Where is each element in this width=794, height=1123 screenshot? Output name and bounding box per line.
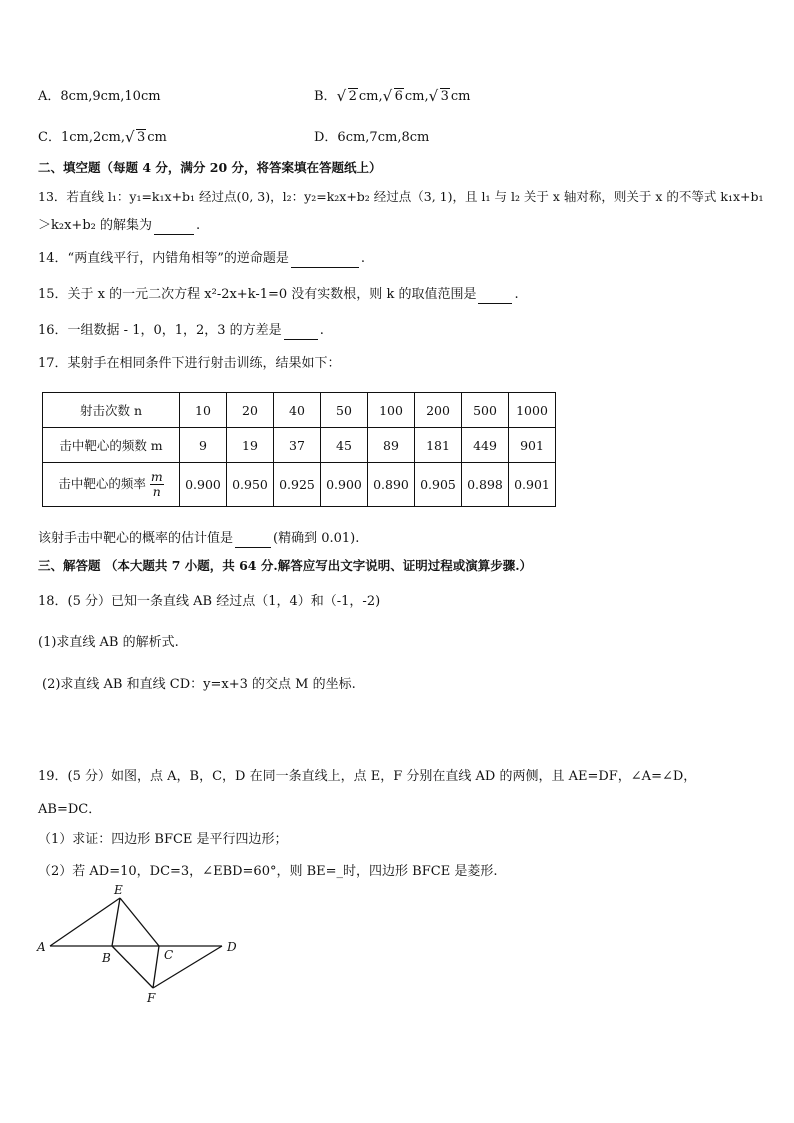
table-cell: 0.925: [274, 463, 321, 507]
q13-line1: 13．若直线 l₁：y₁=k₁x+b₁ 经过点(0, 3)，l₂：y₂=k₂x+b₂ 经过点（3, 1)，且 l₁ 与 l₂ 关于 x 轴对称，则关于 x 的不等式 k₁x+b₁: [38, 189, 764, 204]
table-cell: 37: [274, 428, 321, 463]
table-cell: 40: [274, 393, 321, 428]
q18-part1: (1)求直线 AB 的解析式.: [38, 635, 179, 650]
table-cell: 10: [180, 393, 227, 428]
answer-blank: [235, 533, 271, 548]
sqrt-3: √ 3: [428, 87, 449, 105]
sqrt-6: √ 6: [382, 87, 403, 105]
answer-blank: [154, 220, 194, 235]
q19-stem-line1: 19．(5 分）如图，点 A，B，C，D 在同一条直线上，点 E，F 分别在直线 AD 的两侧，且 AE=DF，∠A=∠D，: [38, 769, 697, 784]
table-cell: 0.905: [415, 463, 462, 507]
label-c: C: [164, 948, 174, 962]
segment-cf: [153, 946, 159, 988]
table-cell: 45: [321, 428, 368, 463]
q19-part2: （2）若 AD=10，DC=3，∠EBD=60°，则 BE=_时，四边形 BFCE 是菱形.: [38, 864, 498, 879]
row-label-hits: 击中靶心的频数 m: [43, 428, 180, 463]
table-cell: 0.898: [462, 463, 509, 507]
table-cell: 0.950: [227, 463, 274, 507]
table-cell: 0.901: [509, 463, 556, 507]
table-cell: 1000: [509, 393, 556, 428]
table-row: [43, 428, 556, 463]
table-cell: 449: [462, 428, 509, 463]
answer-blank: [291, 253, 359, 268]
label-a: A: [37, 940, 46, 954]
table-cell: 0.900: [180, 463, 227, 507]
table-cell: 19: [227, 428, 274, 463]
option-b: B． √ 2 cm, √ 6 cm, √ 3 cm: [314, 87, 471, 105]
table-cell: 500: [462, 393, 509, 428]
table-cell: 50: [321, 393, 368, 428]
answer-blank: [478, 289, 512, 304]
option-c: C．1cm,2cm, √ 3 cm: [38, 128, 167, 146]
section-2-heading: 二、填空题（每题 4 分，满分 20 分，将答案填在答题纸上）: [38, 160, 382, 175]
geometry-figure: [30, 885, 250, 1010]
table-cell: 89: [368, 428, 415, 463]
label-d: D: [227, 940, 237, 954]
q17-after: 该射手击中靶心的概率的估计值是 (精确到 0.01).: [38, 531, 360, 546]
table-cell: 20: [227, 393, 274, 428]
q19-stem-line2: AB=DC．: [38, 802, 102, 817]
q18-stem: 18．(5 分）已知一条直线 AB 经过点（1，4）和（-1，-2): [38, 594, 381, 609]
fraction-m-over-n: $\frac{m}{n}$: [150, 469, 163, 499]
segment-ec: [120, 898, 159, 946]
label-b: B: [102, 951, 111, 965]
sqrt-3-c: √ 3: [124, 128, 146, 146]
section-3-heading: 三、解答题 （本大题共 7 小题，共 64 分.解答应写出文字说明、证明过程或演算步骤.）: [38, 558, 533, 573]
table-cell: 901: [509, 428, 556, 463]
label-e: E: [114, 885, 123, 897]
q19-part1: （1）求证：四边形 BFCE 是平行四边形；: [38, 832, 288, 847]
segment-eb: [112, 898, 120, 946]
table-cell: 181: [415, 428, 462, 463]
q17-intro: 17．某射手在相同条件下进行射击训练，结果如下：: [38, 356, 341, 371]
q16: 16．一组数据 - 1，0，1，2，3 的方差是 .: [38, 323, 324, 338]
option-b-prefix: B．: [314, 89, 337, 104]
answer-blank: [284, 325, 318, 340]
q14: 14．“两直线平行，内错角相等”的逆命题是 .: [38, 251, 365, 266]
table-cell: 100: [368, 393, 415, 428]
table-cell: 0.890: [368, 463, 415, 507]
sqrt-2: √ 2: [336, 87, 357, 105]
table-cell: 0.900: [321, 463, 368, 507]
row-label-frequency: 击中靶心的频率 $\frac{m}{n}$: [43, 463, 180, 507]
option-d: D．6cm,7cm,8cm: [314, 130, 430, 145]
table-cell: 200: [415, 393, 462, 428]
q13-line2: ＞k₂x+b₂ 的解集为 .: [38, 218, 201, 233]
row-label-shots: 射击次数 n: [43, 393, 180, 428]
label-f: F: [147, 991, 156, 1005]
segment-bf: [112, 946, 153, 988]
segment-ae: [50, 898, 120, 946]
table-row: [43, 393, 556, 428]
q15: 15．关于 x 的一元二次方程 x²-2x+k-1=0 没有实数根，则 k 的取值范围是 .: [38, 287, 519, 302]
table-cell: 9: [180, 428, 227, 463]
results-table: [42, 392, 556, 507]
q18-part2: (2)求直线 AB 和直线 CD：y=x+3 的交点 M 的坐标.: [42, 677, 356, 692]
option-a: A．8cm,9cm,10cm: [38, 89, 161, 104]
table-row: [43, 463, 556, 507]
